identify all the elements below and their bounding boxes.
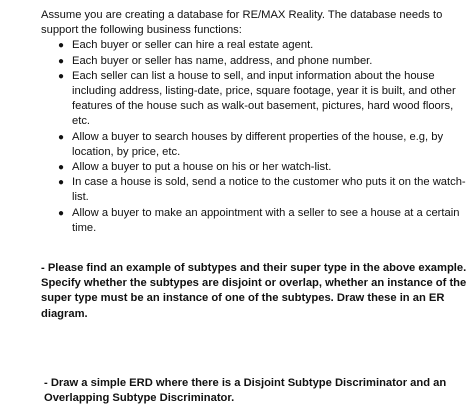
intro-paragraph: Assume you are creating a database for RE/MAX Reality. The database needs to support the following business functions: (41, 9, 443, 37)
requirement-item (41, 160, 469, 175)
requirement-item (41, 54, 469, 69)
requirement-text: Each buyer or seller can hire a real estate agent. (72, 39, 314, 52)
requirement-item (41, 69, 469, 130)
requirement-text: Allow a buyer to search houses by different properties of the house, e.g, by location, by price, etc. (72, 130, 444, 158)
requirement-item (41, 38, 469, 53)
requirement-text: In case a house is sold, send a notice to the customer who puts it on the watch-list. (72, 176, 466, 204)
task-erd-question: - Draw a simple ERD where there is a Disjoint Subtype Discriminator and an Overlapping Subtype Discriminator. (44, 377, 447, 405)
bullet-icon: ● (58, 70, 65, 82)
requirement-item (41, 175, 469, 205)
requirement-text: Each seller can list a house to sell, and input information about the house including address, listing-date, price, square footage, year it is built, and other features of the house such as walk-out basement, pictures, hard wood floors, etc. (72, 69, 456, 128)
bullet-icon: ● (58, 55, 65, 67)
bullet-icon: ● (58, 162, 65, 174)
requirement-text: Allow a buyer to put a house on his or her watch-list. (72, 161, 332, 174)
requirement-item (41, 130, 469, 160)
bullet-icon: ● (58, 40, 65, 52)
requirements-list (41, 38, 469, 236)
requirement-item (41, 206, 469, 236)
requirement-text: Each buyer or seller has name, address, and phone number. (72, 54, 373, 67)
assignment-document (41, 8, 469, 236)
requirement-text: Allow a buyer to make an appointment with a seller to see a house at a certain time. (72, 206, 460, 234)
bullet-icon: ● (58, 131, 65, 143)
bullet-icon: ● (58, 177, 65, 189)
task-subtypes-question: - Please find an example of subtypes and their super type in the above example. Specify whether the subtypes are disjoint or overlap, whether an instance of the super type must be an instance of one of the subtypes. Draw these in an ER diagram. (41, 262, 467, 320)
bullet-icon: ● (58, 207, 65, 219)
